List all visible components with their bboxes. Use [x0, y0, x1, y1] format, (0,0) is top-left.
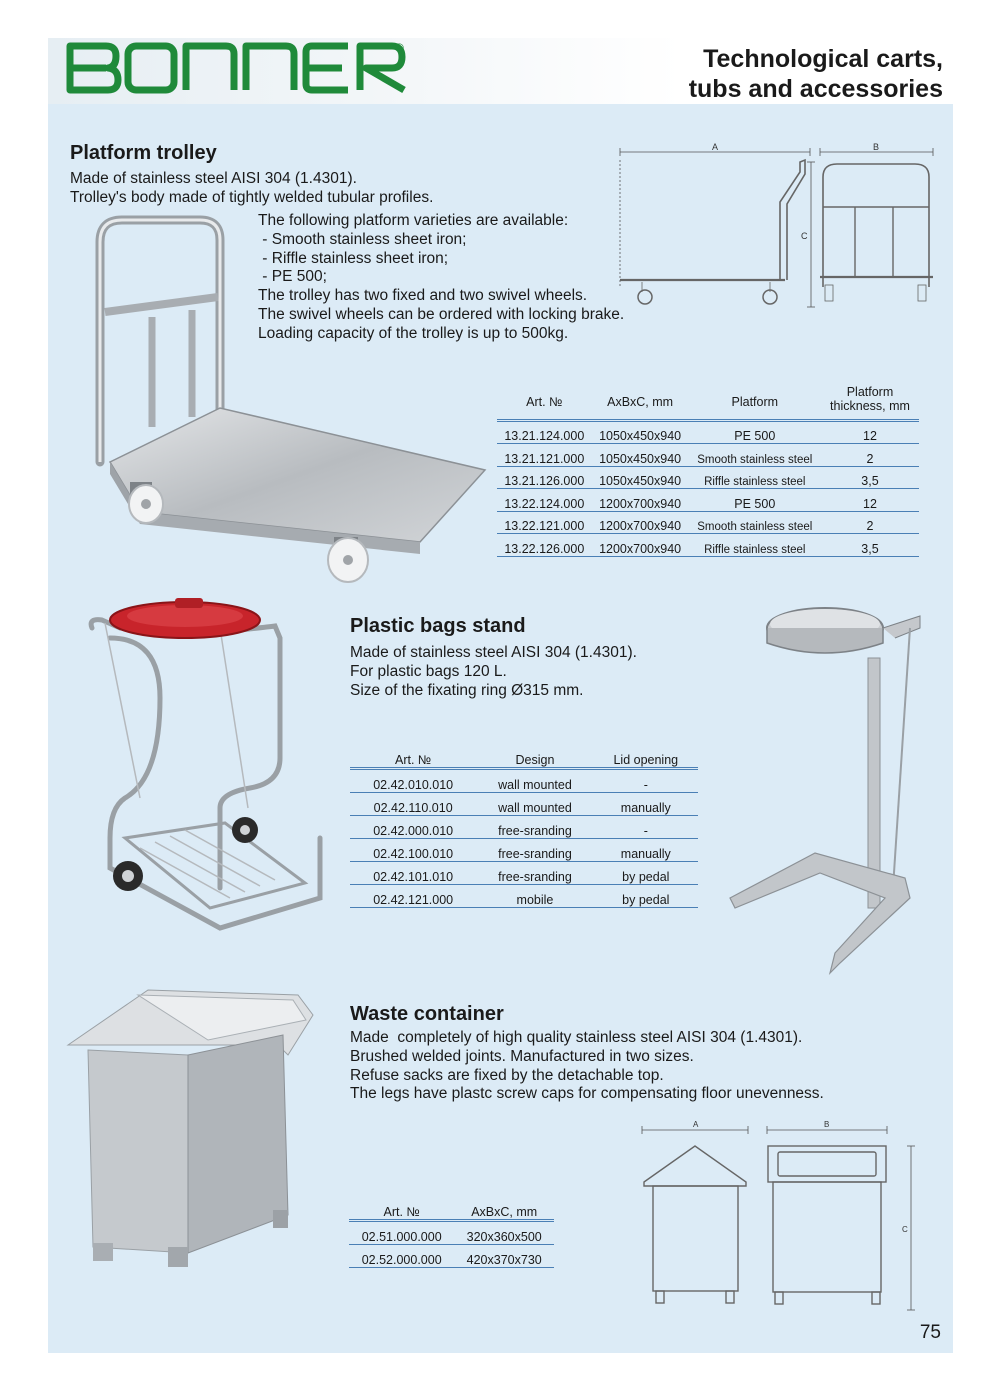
table-row: 02.52.000.000 420x370x730 [349, 1244, 554, 1267]
col-art: Art. № [349, 1198, 454, 1220]
table-row: 13.21.126.000 1050x450x940 Riffle stainless steel 3,5 [497, 466, 919, 489]
table-row: 13.22.121.000 1200x700x940 Smooth stainless steel 2 [497, 511, 919, 534]
col-design: Design [476, 748, 593, 768]
platform-trolley-description: Made of stainless steel AISI 304 (1.4301). Trolley's body made of tightly welded tubular profiles. [70, 170, 434, 206]
waste-container-drawing [640, 1120, 920, 1315]
platform-trolley-table [497, 384, 919, 557]
table-row: 02.42.110.010 wall mounted manually [350, 792, 698, 815]
col-art: Art. № [350, 748, 476, 768]
dim-b-label: B [873, 142, 880, 152]
bags-stand-description: Made of stainless steel AISI 304 (1.4301). For plastic bags 120 L. Size of the fixating ring Ø315 mm. [350, 644, 637, 699]
bags-stand-table [350, 748, 698, 908]
title-line-2: tubs and accessories [688, 75, 943, 103]
dim-a-label: A [712, 142, 719, 152]
col-thickness: Platform thickness, mm [821, 384, 919, 420]
dim-b-label: B [824, 1120, 830, 1129]
bags-stand-heading: Plastic bags stand [350, 615, 526, 637]
table-row: 02.42.121.000 mobile by pedal [350, 884, 698, 907]
dim-a-label: A [693, 1120, 699, 1129]
waste-container-image [68, 985, 323, 1270]
platform-trolley-heading: Platform trolley [70, 142, 217, 164]
waste-container-description: Made completely of high quality stainless steel AISI 304 (1.4301). Brushed welded joints. Manufactured in two sizes. Refuse sacks are fixed by the detachable top. The legs have plastc screw caps for compensating floor unevenness. [350, 1029, 824, 1103]
table-row: 13.21.124.000 1050x450x940 PE 500 12 [497, 420, 919, 444]
dim-c-label: C [801, 231, 808, 241]
table-row: 02.51.000.000 320x360x500 [349, 1220, 554, 1244]
platform-trolley-image [70, 212, 490, 592]
bags-stand-pedal-image [725, 598, 930, 978]
col-art: Art. № [497, 384, 592, 420]
col-axbxc: AxBxC, mm [592, 384, 689, 420]
bonner-logo [66, 40, 406, 96]
platform-trolley-drawing [615, 142, 935, 317]
col-axbxc: AxBxC, mm [454, 1198, 554, 1220]
platform-trolley-varieties: The following platform varieties are available: - Smooth stainless sheet iron; - Riffle stainless sheet iron; - PE 500; The trolley has two fixed and two swivel wheels. The swivel wheels can be ordered with locking brake. Loading capacity of the trolley is up to 500kg. [258, 212, 625, 342]
col-platform: Platform [689, 384, 821, 420]
dim-c-label: C [902, 1225, 908, 1234]
page-number: 75 [919, 1322, 941, 1343]
waste-container-heading: Waste container [350, 1003, 504, 1025]
table-row: 13.21.121.000 1050x450x940 Smooth stainless steel 2 [497, 444, 919, 467]
table-row: 02.42.000.010 free-sranding - [350, 815, 698, 838]
bags-stand-mobile-image [80, 598, 325, 948]
registered-mark: ® [395, 41, 404, 55]
table-row: 02.42.010.010 wall mounted - [350, 768, 698, 792]
page-title [689, 44, 943, 104]
table-row: 13.22.124.000 1200x700x940 PE 500 12 [497, 489, 919, 512]
table-row: 13.22.126.000 1200x700x940 Riffle stainless steel 3,5 [497, 534, 919, 557]
col-lid-opening: Lid opening [594, 748, 698, 768]
waste-container-table [349, 1198, 554, 1268]
title-line-1: Technological carts, [703, 45, 943, 73]
table-row: 02.42.101.010 free-sranding by pedal [350, 861, 698, 884]
table-row: 02.42.100.010 free-sranding manually [350, 838, 698, 861]
